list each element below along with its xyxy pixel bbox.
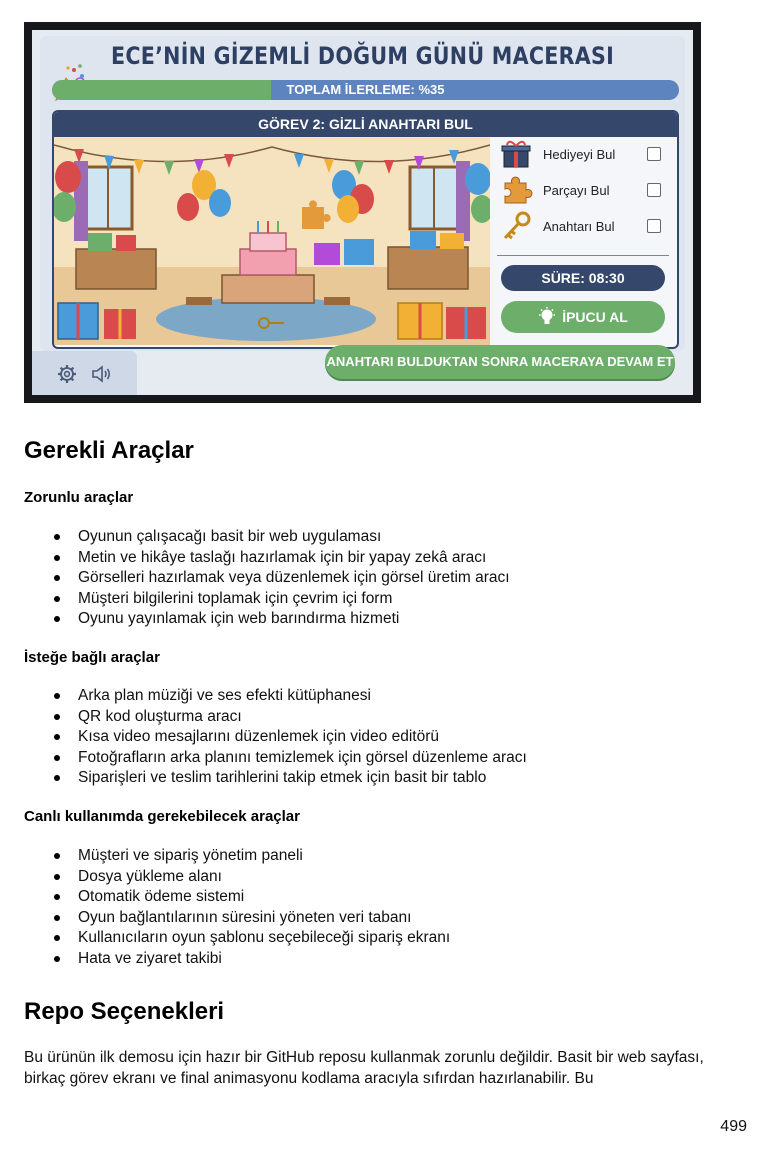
task-title: GÖREV 2: GİZLİ ANAHTARI BUL bbox=[54, 112, 677, 137]
list-item: Müşteri bilgilerini toplamak için çevrim içi form bbox=[24, 589, 510, 610]
page-number: 499 bbox=[720, 1118, 747, 1135]
list-item: Siparişleri ve teslim tarihlerini takip etmek için basit bir tablo bbox=[24, 768, 527, 789]
key-icon bbox=[499, 211, 533, 241]
task-sidebar bbox=[495, 137, 673, 345]
puzzle-icon bbox=[499, 175, 533, 205]
checklist-item-key[interactable] bbox=[499, 211, 671, 241]
checklist-checkbox[interactable] bbox=[647, 183, 661, 197]
checklist-checkbox[interactable] bbox=[647, 147, 661, 161]
list-item: Kullanıcıların oyun şablonu seçebileceği sipariş ekranı bbox=[24, 928, 450, 949]
repo-paragraph: Bu ürünün ilk demosu için hazır bir GitHub reposu kullanmak zorunlu değildir. Basit bir web sayfası, birkaç görev ekranı ve final animasyonu kodlama aracıyla sıfırdan hazırlanabilir. Bu bbox=[24, 1049, 704, 1087]
subheading-optional: İsteğe bağlı araçlar bbox=[24, 649, 160, 666]
list-item: Müşteri ve sipariş yönetim paneli bbox=[24, 846, 450, 867]
list-item: Oyunun çalışacağı basit bir web uygulaması bbox=[24, 527, 510, 548]
progress-label: TOPLAM İLERLEME: %35 bbox=[286, 82, 445, 97]
list-item: Dosya yükleme alanı bbox=[24, 867, 450, 888]
optional-tools-list bbox=[24, 686, 527, 789]
gear-icon[interactable] bbox=[56, 363, 78, 385]
gift-icon bbox=[499, 139, 533, 169]
progress-bar bbox=[52, 80, 679, 100]
speaker-icon[interactable] bbox=[90, 363, 112, 385]
required-tools-list bbox=[24, 527, 510, 630]
game-title: ECE’NİN GİZEMLİ DOĞUM GÜNÜ MACERASI bbox=[110, 42, 615, 70]
list-item: Görselleri hazırlamak veya düzenlemek için görsel üretim aracı bbox=[24, 568, 510, 589]
checklist-label: Hediyeyi Bul bbox=[543, 146, 616, 162]
list-item: Kısa video mesajlarını düzenlemek için video editörü bbox=[24, 727, 527, 748]
timer-badge: SÜRE: 08:30 bbox=[501, 265, 665, 291]
hint-button[interactable] bbox=[501, 301, 665, 333]
sidebar-divider bbox=[497, 255, 669, 256]
checklist-label: Anahtarı Bul bbox=[543, 218, 615, 234]
list-item: Metin ve hikâye taslağı hazırlamak için bir yapay zekâ aracı bbox=[24, 548, 510, 569]
continue-adventure-button[interactable]: ANAHTARI BULDUKTAN SONRA MACERAYA DEVAM ET bbox=[325, 345, 675, 379]
list-item: QR kod oluşturma aracı bbox=[24, 707, 527, 728]
game-screenshot bbox=[24, 22, 701, 403]
list-item: Hata ve ziyaret takibi bbox=[24, 949, 450, 970]
subheading-required: Zorunlu araçlar bbox=[24, 489, 134, 506]
birthday-room-scene[interactable] bbox=[54, 137, 490, 345]
hint-button-label: İPUCU AL bbox=[562, 309, 628, 325]
list-item: Arka plan müziği ve ses efekti kütüphanesi bbox=[24, 686, 527, 707]
list-item: Fotoğrafların arka planını temizlemek için görsel düzenleme aracı bbox=[24, 748, 527, 769]
section-heading-repo: Repo Seçenekleri bbox=[24, 998, 225, 1025]
subheading-live: Canlı kullanımda gerekebilecek araçlar bbox=[24, 808, 300, 825]
live-tools-list bbox=[24, 846, 450, 969]
settings-bar bbox=[32, 351, 137, 395]
lightbulb-icon bbox=[538, 307, 556, 327]
section-heading-tools: Gerekli Araçlar bbox=[24, 437, 194, 464]
game-screen bbox=[32, 30, 693, 395]
list-item: Otomatik ödeme sistemi bbox=[24, 887, 450, 908]
checklist-item-puzzle[interactable] bbox=[499, 175, 671, 205]
checklist-label: Parçayı Bul bbox=[543, 182, 610, 198]
list-item: Oyunu yayınlamak için web barındırma hizmeti bbox=[24, 609, 510, 630]
list-item: Oyun bağlantılarının süresini yöneten veri tabanı bbox=[24, 908, 450, 929]
checklist-item-gift[interactable] bbox=[499, 139, 671, 169]
checklist-checkbox[interactable] bbox=[647, 219, 661, 233]
task-panel bbox=[52, 110, 679, 349]
